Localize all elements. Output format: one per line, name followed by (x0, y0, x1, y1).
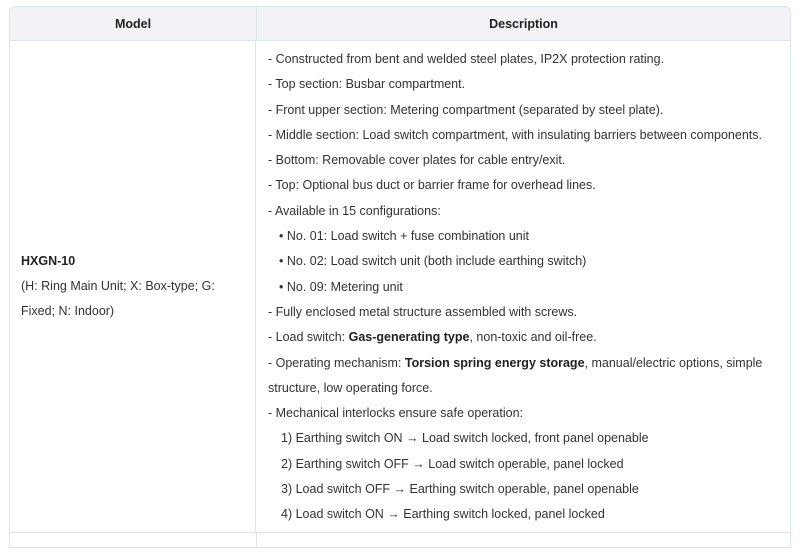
desc-line-mechanism (268, 351, 782, 402)
interlock-item: 1) Earthing switch ON → Load switch locked, front panel openable (281, 431, 649, 446)
model-detail: (H: Ring Main Unit; X: Box-type; G: Fixed; N: Indoor) (21, 278, 215, 319)
model-name: HXGN-10 (21, 253, 76, 268)
desc-line: - Top section: Busbar compartment. (268, 77, 466, 92)
header-model: Model (10, 7, 257, 40)
desc-line: - Middle section: Load switch compartment, with insulating barriers between components. (268, 127, 762, 142)
desc-line: - Top: Optional bus duct or barrier frame for overhead lines. (268, 178, 596, 193)
model-cell (10, 41, 256, 532)
partial-cell (10, 533, 257, 548)
table-header (10, 7, 790, 41)
config-item: • No. 02: Load switch unit (both include earthing switch) (279, 254, 587, 269)
desc-line: - Front upper section: Metering compartment (separated by steel plate). (268, 102, 664, 117)
desc-line-load-switch (268, 325, 782, 350)
header-description: Description (489, 16, 558, 31)
interlock-item: 3) Load switch OFF → Earthing switch operable, panel openable (281, 482, 639, 497)
table-row-partial (10, 533, 790, 548)
interlock-item: 2) Earthing switch OFF → Load switch operable, panel locked (281, 456, 624, 471)
load-switch-suffix: , non-toxic and oil-free. (469, 330, 597, 345)
desc-line: - Available in 15 configurations: (268, 203, 441, 218)
table-row (10, 41, 790, 533)
desc-line: - Mechanical interlocks ensure safe operation: (268, 406, 523, 421)
desc-line: - Bottom: Removable cover plates for cable entry/exit. (268, 153, 566, 168)
spec-table (9, 6, 791, 548)
interlock-item: 4) Load switch ON → Earthing switch locked, panel locked (281, 507, 605, 522)
load-switch-type: Gas-generating type (348, 330, 470, 345)
mechanism-suffix: , manual/electric options, simple structure, low operating force. (268, 355, 763, 395)
config-item: • No. 01: Load switch + fuse combination unit (279, 229, 530, 244)
desc-line: - Constructed from bent and welded steel plates, IP2X protection rating. (268, 52, 665, 66)
desc-line: - Fully enclosed metal structure assembled with screws. (268, 304, 578, 319)
mechanism-type: Torsion spring energy storage (404, 355, 585, 370)
config-item: • No. 09: Metering unit (279, 279, 403, 294)
description-cell (256, 41, 790, 532)
load-switch-prefix: - Load switch: (268, 330, 349, 345)
mechanism-prefix: - Operating mechanism: (268, 355, 405, 370)
